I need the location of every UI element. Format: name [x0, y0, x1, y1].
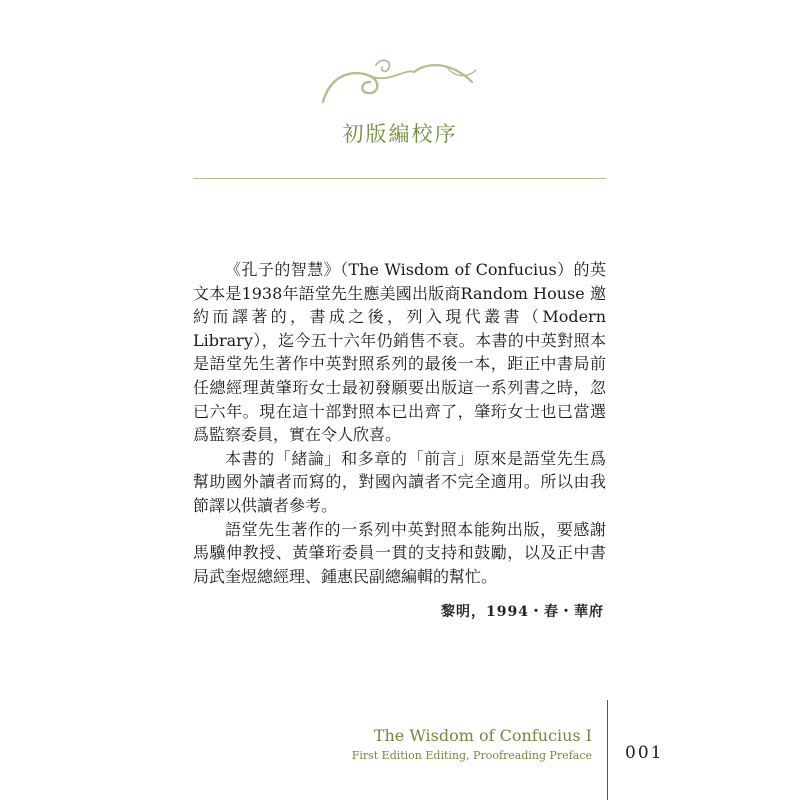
footer-book-title: The Wisdom of Confucius I — [373, 726, 592, 745]
paragraph-1: 《孔子的智慧》（The Wisdom of Confucius）的英文本是1938年語堂先生應美國出版商Random House 邀約而譯著的，書成之後，列入現代叢書（Modern Library），迄今五十六年仍銷售不衰。本書的中英對照本是語堂先生著作中英對照系列的最後一本，距正中書局前任總經理黃肇珩女士最初發願要出版這一系列書之時，忽已六年。現在這十部對照本已出齊了，肇珩女士也已當選爲監察委員，實在令人欣喜。 — [193, 260, 606, 445]
footer-divider — [607, 700, 608, 800]
page-number: 001 — [625, 743, 664, 763]
flourish-swirl-icon — [318, 58, 478, 108]
paragraph-3: 語堂先生著作的一系列中英對照本能夠出版，要感謝馬驥伸教授、黃肇珩委員一貫的支持和鼓勵，以及正中書局武奎煜總經理、鍾惠民副總編輯的幫忙。 — [193, 519, 606, 586]
paragraph-2: 本書的「緒論」和多章的「前言」原來是語堂先生爲幫助國外讀者而寫的，對國內讀者不完全適用。所以由我節譯以供讀者參考。 — [193, 448, 606, 515]
footer-section-title: First Edition Editing, Proofreading Preface — [351, 749, 592, 762]
page-title: 初版編校序 — [342, 122, 458, 146]
title-divider — [193, 178, 606, 179]
preface-body — [193, 258, 606, 588]
signature: 黎明，1994・春・華府 — [441, 604, 604, 620]
